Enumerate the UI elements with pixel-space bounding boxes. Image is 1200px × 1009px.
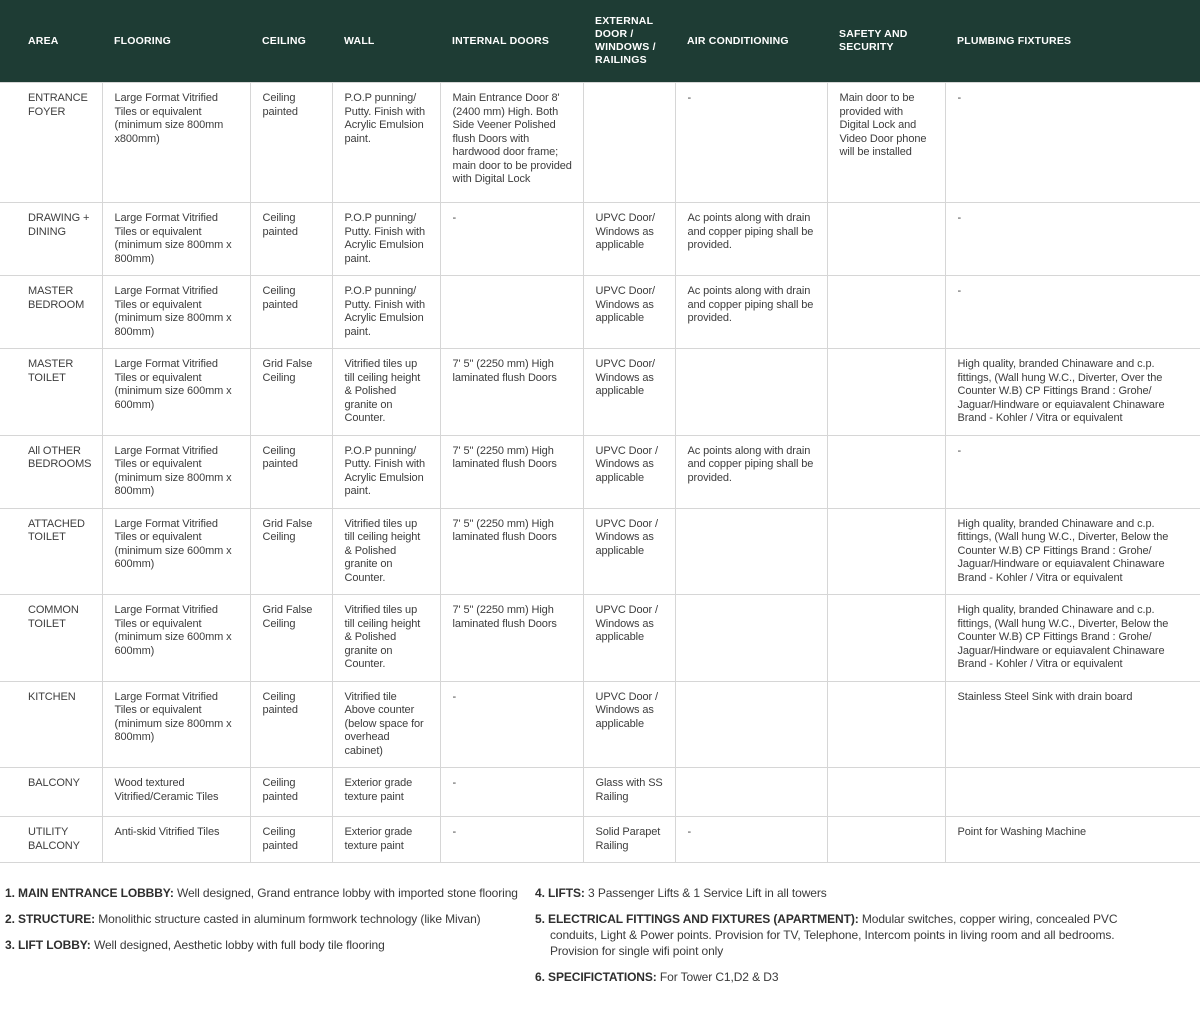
- cell-flooring: Large Format Vitrified Tiles or equivalent (minimum size 600mm x 600mm): [102, 349, 250, 436]
- cell-area: DRAWING + DINING: [0, 203, 102, 276]
- cell-air-conditioning: Ac points along with drain and copper piping shall be provided.: [675, 435, 827, 508]
- cell-external: UPVC Door/ Windows as applicable: [583, 276, 675, 349]
- note-item: [535, 969, 1125, 985]
- cell-wall: P.O.P punning/ Putty. Finish with Acrylic Emulsion paint.: [332, 83, 440, 203]
- cell-air-conditioning: Ac points along with drain and copper piping shall be provided.: [675, 203, 827, 276]
- cell-area: UTILITY BALCONY: [0, 817, 102, 863]
- column-header-plumbing: PLUMBING FIXTURES: [945, 0, 1200, 83]
- cell-wall: Exterior grade texture paint: [332, 768, 440, 817]
- table-row: [0, 435, 1200, 508]
- cell-internal-doors: Main Entrance Door 8' (2400 mm) High. Both Side Veener Polished flush Doors with hardwood door frame; main door to be provided with Digital Lock: [440, 83, 583, 203]
- note-text: Modular switches, copper wiring, concealed PVC conduits, Light & Power points. Provision for TV, Telephone, Intercom points in living room and all bedrooms. Provision for single wifi point only: [550, 912, 1118, 958]
- cell-plumbing: Point for Washing Machine: [945, 817, 1200, 863]
- cell-flooring: Large Format Vitrified Tiles or equivalent (minimum size 600mm x 600mm): [102, 595, 250, 682]
- cell-plumbing: -: [945, 276, 1200, 349]
- column-header-internal-doors: INTERNAL DOORS: [440, 0, 583, 83]
- cell-flooring: Large Format Vitrified Tiles or equivalent (minimum size 800mm x 800mm): [102, 435, 250, 508]
- note-label: 1. MAIN ENTRANCE LOBBBY:: [5, 886, 174, 900]
- column-header-area: AREA: [0, 0, 102, 83]
- cell-ceiling: Grid False Ceiling: [250, 508, 332, 595]
- cell-flooring: Large Format Vitrified Tiles or equivalent (minimum size 600mm x 600mm): [102, 508, 250, 595]
- cell-flooring: Large Format Vitrified Tiles or equivalent (minimum size 800mm x800mm): [102, 83, 250, 203]
- cell-wall: P.O.P punning/ Putty. Finish with Acrylic Emulsion paint.: [332, 435, 440, 508]
- cell-plumbing: Stainless Steel Sink with drain board: [945, 681, 1200, 768]
- note-item: [5, 911, 535, 927]
- cell-flooring: Large Format Vitrified Tiles or equivalent (minimum size 800mm x 800mm): [102, 276, 250, 349]
- note-item: [5, 885, 535, 901]
- cell-internal-doors: -: [440, 768, 583, 817]
- cell-area: ENTRANCE FOYER: [0, 83, 102, 203]
- cell-plumbing: High quality, branded Chinaware and c.p. fittings, (Wall hung W.C., Diverter, Below the Counter W.B) CP Fittings Brand : Grohe/ Jaguar/Hindware or equiavalent Chinaware Brand - Kohler / Vitra or equivalent: [945, 508, 1200, 595]
- cell-external: UPVC Door / Windows as applicable: [583, 595, 675, 682]
- cell-flooring: Large Format Vitrified Tiles or equivalent (minimum size 800mm x 800mm): [102, 203, 250, 276]
- cell-internal-doors: [440, 276, 583, 349]
- column-header-flooring: FLOORING: [102, 0, 250, 83]
- column-header-ceiling: CEILING: [250, 0, 332, 83]
- column-header-safety: SAFETY AND SECURITY: [827, 0, 945, 83]
- column-header-external: EXTERNAL DOOR / WINDOWS / RAILINGS: [583, 0, 675, 83]
- note-text: Well designed, Grand entrance lobby with imported stone flooring: [176, 886, 518, 900]
- note-text: Monolithic structure casted in aluminum formwork technology (like Mivan): [98, 912, 481, 926]
- cell-external: Solid Parapet Railing: [583, 817, 675, 863]
- cell-internal-doors: 7' 5" (2250 mm) High laminated flush Doors: [440, 435, 583, 508]
- cell-safety: [827, 349, 945, 436]
- column-header-wall: WALL: [332, 0, 440, 83]
- cell-plumbing: -: [945, 435, 1200, 508]
- note-item: [5, 937, 535, 953]
- cell-external: UPVC Door/ Windows as applicable: [583, 349, 675, 436]
- table-row: [0, 768, 1200, 817]
- note-label: 2. STRUCTURE:: [5, 912, 96, 926]
- cell-ceiling: Ceiling painted: [250, 768, 332, 817]
- cell-ceiling: Ceiling painted: [250, 276, 332, 349]
- cell-safety: [827, 203, 945, 276]
- cell-safety: [827, 817, 945, 863]
- note-item: [535, 885, 1125, 901]
- note-label: 4. LIFTS:: [535, 886, 585, 900]
- cell-air-conditioning: Ac points along with drain and copper piping shall be provided.: [675, 276, 827, 349]
- note-text: Well designed, Aesthetic lobby with full body tile flooring: [93, 938, 385, 952]
- note-text: 3 Passenger Lifts & 1 Service Lift in all towers: [588, 886, 827, 900]
- cell-flooring: Large Format Vitrified Tiles or equivalent (minimum size 800mm x 800mm): [102, 681, 250, 768]
- cell-external: UPVC Door / Windows as applicable: [583, 435, 675, 508]
- cell-internal-doors: -: [440, 817, 583, 863]
- table-row: [0, 83, 1200, 203]
- cell-area: MASTER BEDROOM: [0, 276, 102, 349]
- cell-wall: Vitrified tiles up till ceiling height & Polished granite on Counter.: [332, 349, 440, 436]
- cell-ceiling: Ceiling painted: [250, 681, 332, 768]
- table-row: [0, 508, 1200, 595]
- cell-ceiling: Ceiling painted: [250, 817, 332, 863]
- footnotes-left-column: [5, 885, 535, 963]
- cell-external: UPVC Door / Windows as applicable: [583, 508, 675, 595]
- cell-internal-doors: -: [440, 681, 583, 768]
- cell-air-conditioning: [675, 349, 827, 436]
- cell-area: All OTHER BEDROOMS: [0, 435, 102, 508]
- cell-plumbing: -: [945, 83, 1200, 203]
- cell-wall: P.O.P punning/ Putty. Finish with Acrylic Emulsion paint.: [332, 276, 440, 349]
- header-row: [0, 0, 1200, 83]
- table-row: [0, 681, 1200, 768]
- cell-wall: Vitrified tiles up till ceiling height & Polished granite on Counter.: [332, 595, 440, 682]
- cell-ceiling: Grid False Ceiling: [250, 349, 332, 436]
- cell-safety: Main door to be provided with Digital Lock and Video Door phone will be installed: [827, 83, 945, 203]
- cell-external: [583, 83, 675, 203]
- note-label: 5. ELECTRICAL FITTINGS AND FIXTURES (APARTMENT):: [535, 912, 859, 926]
- cell-area: KITCHEN: [0, 681, 102, 768]
- cell-air-conditioning: [675, 595, 827, 682]
- cell-plumbing: -: [945, 203, 1200, 276]
- cell-internal-doors: 7' 5" (2250 mm) High laminated flush Doors: [440, 595, 583, 682]
- column-header-air-conditioning: AIR CONDITIONING: [675, 0, 827, 83]
- cell-wall: Vitrified tile Above counter (below space for overhead cabinet): [332, 681, 440, 768]
- table-row: [0, 817, 1200, 863]
- cell-ceiling: Ceiling painted: [250, 83, 332, 203]
- cell-internal-doors: -: [440, 203, 583, 276]
- cell-safety: [827, 508, 945, 595]
- cell-internal-doors: 7' 5" (2250 mm) High laminated flush Doors: [440, 508, 583, 595]
- cell-flooring: Wood textured Vitrified/Ceramic Tiles: [102, 768, 250, 817]
- cell-air-conditioning: -: [675, 817, 827, 863]
- cell-safety: [827, 768, 945, 817]
- cell-area: BALCONY: [0, 768, 102, 817]
- cell-air-conditioning: -: [675, 83, 827, 203]
- table-body: [0, 83, 1200, 863]
- note-item: [535, 911, 1125, 959]
- table-row: [0, 595, 1200, 682]
- cell-wall: Exterior grade texture paint: [332, 817, 440, 863]
- cell-air-conditioning: [675, 508, 827, 595]
- cell-wall: Vitrified tiles up till ceiling height & Polished granite on Counter.: [332, 508, 440, 595]
- note-label: 6. SPECIFICTATIONS:: [535, 970, 657, 984]
- table-row: [0, 203, 1200, 276]
- table-row: [0, 349, 1200, 436]
- cell-area: ATTACHED TOILET: [0, 508, 102, 595]
- cell-ceiling: Ceiling painted: [250, 203, 332, 276]
- table-row: [0, 276, 1200, 349]
- cell-safety: [827, 595, 945, 682]
- cell-flooring: Anti-skid Vitrified Tiles: [102, 817, 250, 863]
- cell-plumbing: [945, 768, 1200, 817]
- cell-plumbing: High quality, branded Chinaware and c.p. fittings, (Wall hung W.C., Diverter, Over the Counter W.B) CP Fittings Brand : Grohe/ Jaguar/Hindware or equiavalent Chinaware Brand - Kohler / Vitra or equivalent: [945, 349, 1200, 436]
- cell-safety: [827, 681, 945, 768]
- cell-wall: P.O.P punning/ Putty. Finish with Acrylic Emulsion paint.: [332, 203, 440, 276]
- cell-safety: [827, 276, 945, 349]
- cell-plumbing: High quality, branded Chinaware and c.p. fittings, (Wall hung W.C., Diverter, Below the Counter W.B) CP Fittings Brand : Grohe/ Jaguar/Hindware or equiavalent Chinaware Brand - Kohler / Vitra or equivalent: [945, 595, 1200, 682]
- cell-external: Glass with SS Railing: [583, 768, 675, 817]
- cell-air-conditioning: [675, 681, 827, 768]
- cell-external: UPVC Door / Windows as applicable: [583, 681, 675, 768]
- cell-area: MASTER TOILET: [0, 349, 102, 436]
- cell-internal-doors: 7' 5" (2250 mm) High laminated flush Doors: [440, 349, 583, 436]
- footnotes-right-column: [535, 885, 1125, 995]
- table-header: [0, 0, 1200, 83]
- footnotes: [0, 863, 1200, 1009]
- cell-ceiling: Ceiling painted: [250, 435, 332, 508]
- cell-air-conditioning: [675, 768, 827, 817]
- cell-ceiling: Grid False Ceiling: [250, 595, 332, 682]
- note-text: For Tower C1,D2 & D3: [659, 970, 779, 984]
- note-label: 3. LIFT LOBBY:: [5, 938, 91, 952]
- cell-safety: [827, 435, 945, 508]
- cell-area: COMMON TOILET: [0, 595, 102, 682]
- cell-external: UPVC Door/ Windows as applicable: [583, 203, 675, 276]
